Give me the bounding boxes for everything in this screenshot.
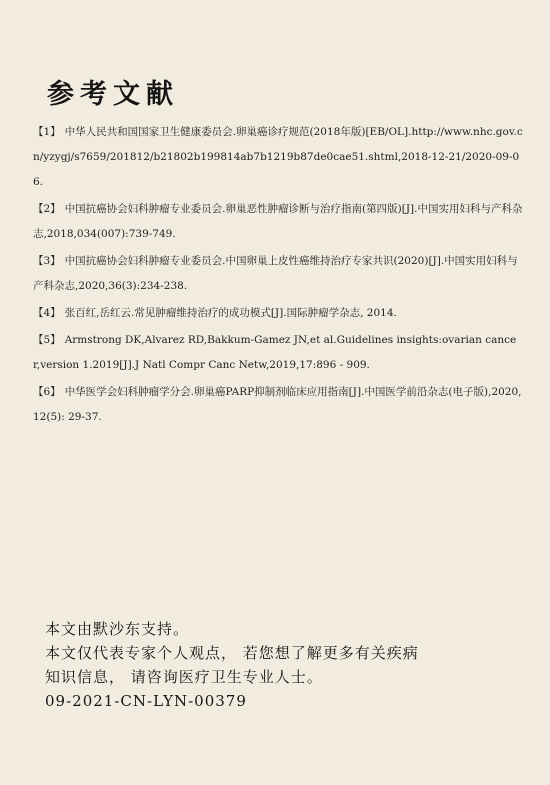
reference-text: 张百红,岳红云.常见肿瘤维持治疗的成功模式[J].国际肿瘤学杂志, 2014. [64,307,397,319]
reference-text: 中国抗癌协会妇科肿瘤专业委员会.中国卵巢上皮性癌维持治疗专家共识(2020)[J].中国实用妇科与产科杂志,2020,36(3):234-238. [33,255,518,292]
reference-item [33,380,523,430]
reference-item [33,197,523,247]
sponsor-note: 本文由默沙东支持。 [45,620,190,638]
reference-text: 中华人民共和国国家卫生健康委员会.卵巢癌诊疗规范(2018年版)[EB/OL].http://www.nhc.gov.cn/yzygj/s7659/201812/b21802b199814ab7b1219b87de0cae51.shtml,2018-12-21/2020-09-06. [33,126,523,188]
reference-list [33,120,523,432]
reference-number: 【3】 [33,255,61,267]
reference-item [33,249,523,299]
reference-item [33,120,523,195]
reference-text: Armstrong DK,Alvarez RD,Bakkum-Gamez JN,et al.Guidelines insights:ovarian cancer,version 1.2019[J].J Natl Compr Canc Netw,2019,17:896 - 909. [33,334,517,371]
reference-number: 【1】 [33,126,61,138]
reference-text: 中国抗癌协会妇科肿瘤专业委员会.卵巢恶性肿瘤诊断与治疗指南(第四版)[J].中国实用妇科与产科杂志,2018,034(007):739-749. [33,203,523,240]
reference-item [33,301,523,326]
reference-number: 【4】 [33,307,61,319]
page-title: 参考文献 [47,79,179,110]
reference-number: 【5】 [33,334,61,346]
reference-number: 【6】 [33,386,61,398]
disclaimer-block [45,617,515,713]
reference-item [33,328,523,378]
disclaimer-line-1: 本文仅代表专家个人观点， 若您想了解更多有关疾病 [45,644,419,662]
reference-number: 【2】 [33,203,61,215]
disclaimer-line-2: 知识信息， 请咨询医疗卫生专业人士。 [45,668,323,686]
reference-text: 中华医学会妇科肿瘤学分会.卵巢癌PARP抑制剂临床应用指南[J].中国医学前沿杂志(电子版),2020,12(5): 29-37. [33,386,522,423]
document-code: 09-2021-CN-LYN-00379 [45,692,247,710]
